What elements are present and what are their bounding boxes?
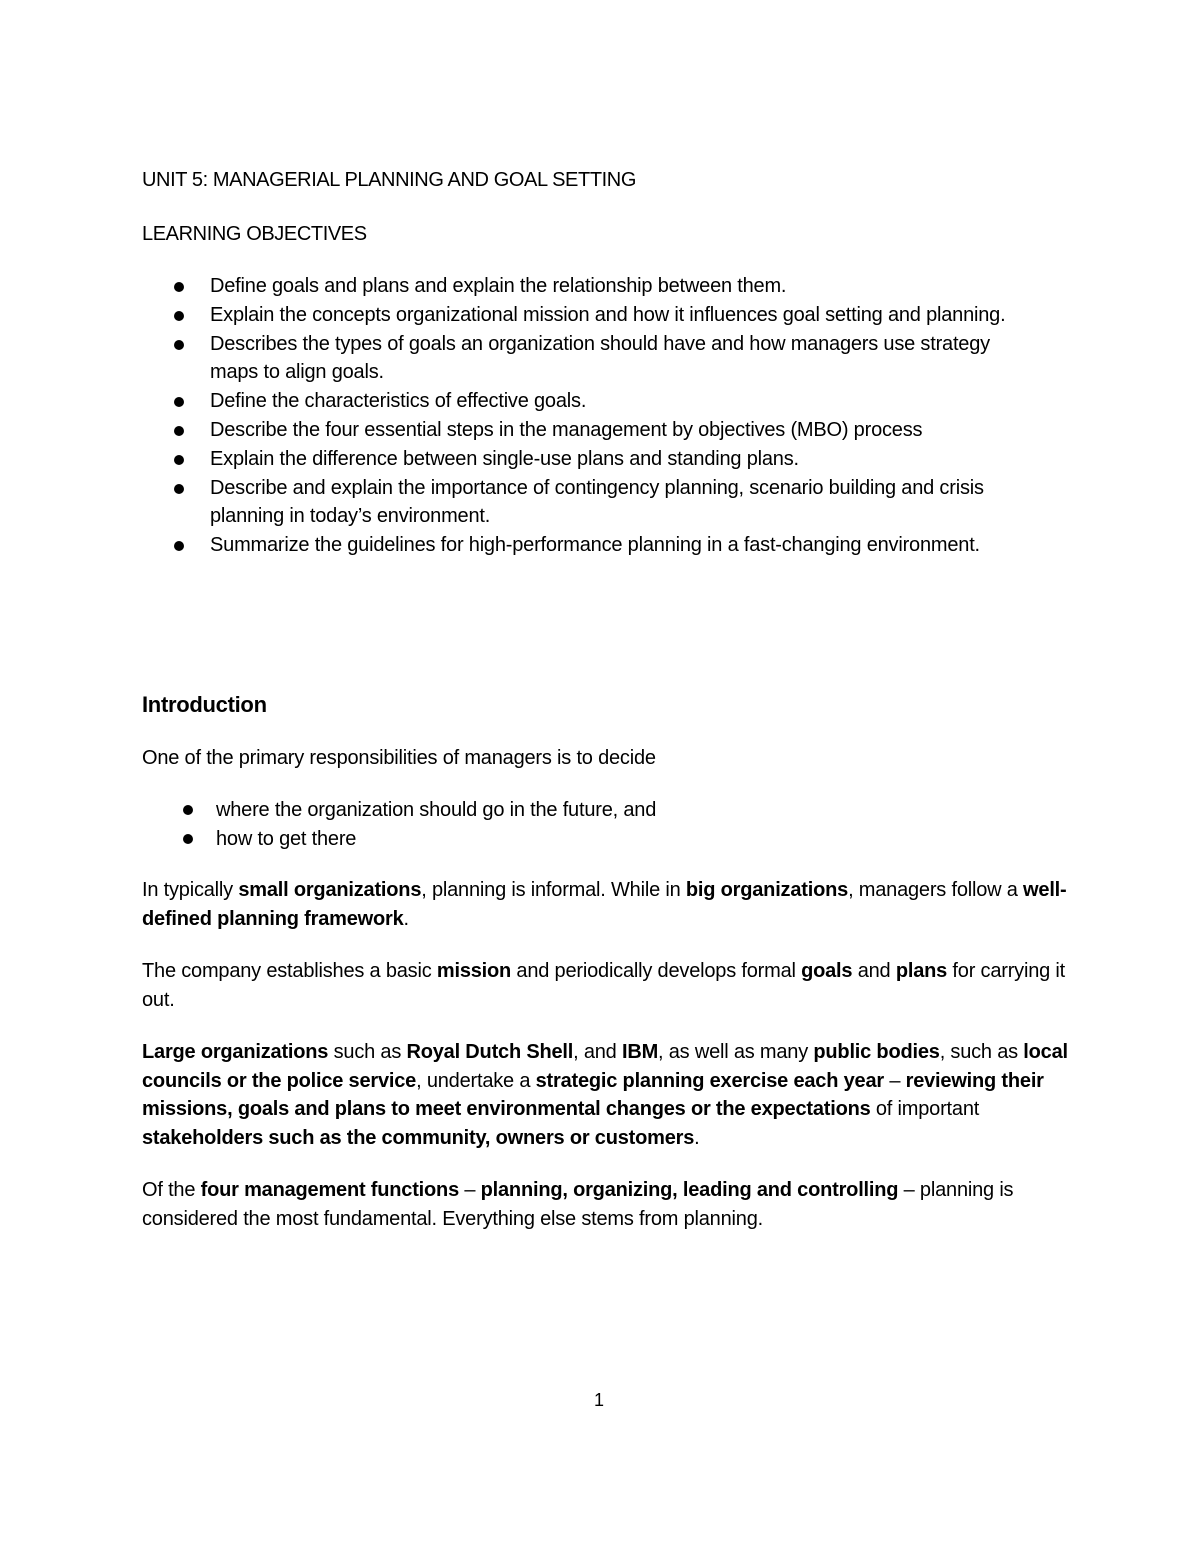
- bold-run: four management functions: [200, 1179, 459, 1201]
- text-run: The company establishes a basic: [142, 960, 437, 982]
- list-item: Summarize the guidelines for high-performance planning in a fast-changing environment.: [142, 531, 1042, 560]
- bold-run: Large organizations: [142, 1041, 329, 1063]
- bold-run: big organizations: [685, 879, 849, 901]
- text-run: – planning is considered the most fundamental. Everything else stems from planning.: [142, 1179, 1014, 1230]
- paragraph-large-organizations: [142, 1038, 1072, 1152]
- list-item: Explain the concepts organizational mission and how it influences goal setting and planning.: [142, 301, 1042, 330]
- bold-run: well-defined planning framework: [142, 879, 1067, 930]
- text-run: In typically: [142, 879, 239, 901]
- text-run: , managers follow a: [848, 879, 1024, 901]
- list-item: Describe the four essential steps in the management by objectives (MBO) process: [142, 416, 1042, 445]
- text-run: –: [459, 1179, 481, 1201]
- bold-run: plans: [895, 960, 948, 982]
- bold-run: mission: [436, 960, 512, 982]
- bold-run: goals: [801, 960, 853, 982]
- text-run: , as well as many: [658, 1041, 814, 1063]
- intro-bullet-list: [142, 796, 1042, 853]
- list-item: how to get there: [142, 825, 1042, 854]
- text-run: , such as: [939, 1041, 1024, 1063]
- text-run: , and: [573, 1041, 622, 1063]
- paragraph-mission: [142, 957, 1072, 1014]
- list-item: Define the characteristics of effective goals.: [142, 387, 1042, 416]
- objectives-list: [142, 272, 1042, 560]
- text-run: and: [852, 960, 896, 982]
- text-run: for carrying it out.: [142, 960, 1066, 1011]
- list-item: where the organization should go in the future, and: [142, 796, 1042, 825]
- text-run: and periodically develops formal: [511, 960, 802, 982]
- page-number: 1: [594, 1390, 605, 1410]
- paragraph-management-functions: [142, 1176, 1072, 1233]
- text-run: .: [403, 907, 409, 930]
- bold-run: reviewing their missions, goals and plans to meet environmental changes or the expectations: [142, 1069, 1044, 1120]
- bold-run: strategic planning exercise each year: [535, 1069, 884, 1092]
- document-title: UNIT 5: MANAGERIAL PLANNING AND GOAL SETTING: [142, 169, 636, 191]
- text-run: Of the: [142, 1179, 201, 1201]
- bold-run: Royal Dutch Shell: [406, 1041, 574, 1063]
- bold-run: local councils or the police service: [142, 1041, 1068, 1092]
- bold-run: IBM: [621, 1041, 659, 1063]
- text-run: , planning is informal. While in: [421, 879, 686, 901]
- intro-lead-paragraph: One of the primary responsibilities of managers is to decide: [142, 747, 656, 769]
- bold-run: planning, organizing, leading and controlling: [480, 1179, 899, 1201]
- bold-run: small organizations: [238, 879, 422, 901]
- text-run: –: [883, 1069, 906, 1092]
- introduction-heading: Introduction: [142, 692, 267, 717]
- text-run: .: [694, 1126, 700, 1149]
- list-item: Define goals and plans and explain the relationship between them.: [142, 272, 1042, 301]
- text-run: , undertake a: [416, 1069, 536, 1092]
- objectives-heading: LEARNING OBJECTIVES: [142, 223, 367, 245]
- text-run: of important: [870, 1098, 980, 1120]
- list-item: Explain the difference between single-use plans and standing plans.: [142, 445, 1042, 474]
- bold-run: stakeholders such as the community, owners or customers: [142, 1126, 695, 1149]
- text-run: such as: [328, 1041, 407, 1063]
- paragraph-planning-framework: [142, 876, 1072, 933]
- list-item: Describe and explain the importance of contingency planning, scenario building and crisis planning in today’s environment.: [142, 474, 1042, 532]
- list-item: Describes the types of goals an organization should have and how managers use strategy maps to align goals.: [142, 330, 1042, 388]
- bold-run: public bodies: [813, 1041, 940, 1063]
